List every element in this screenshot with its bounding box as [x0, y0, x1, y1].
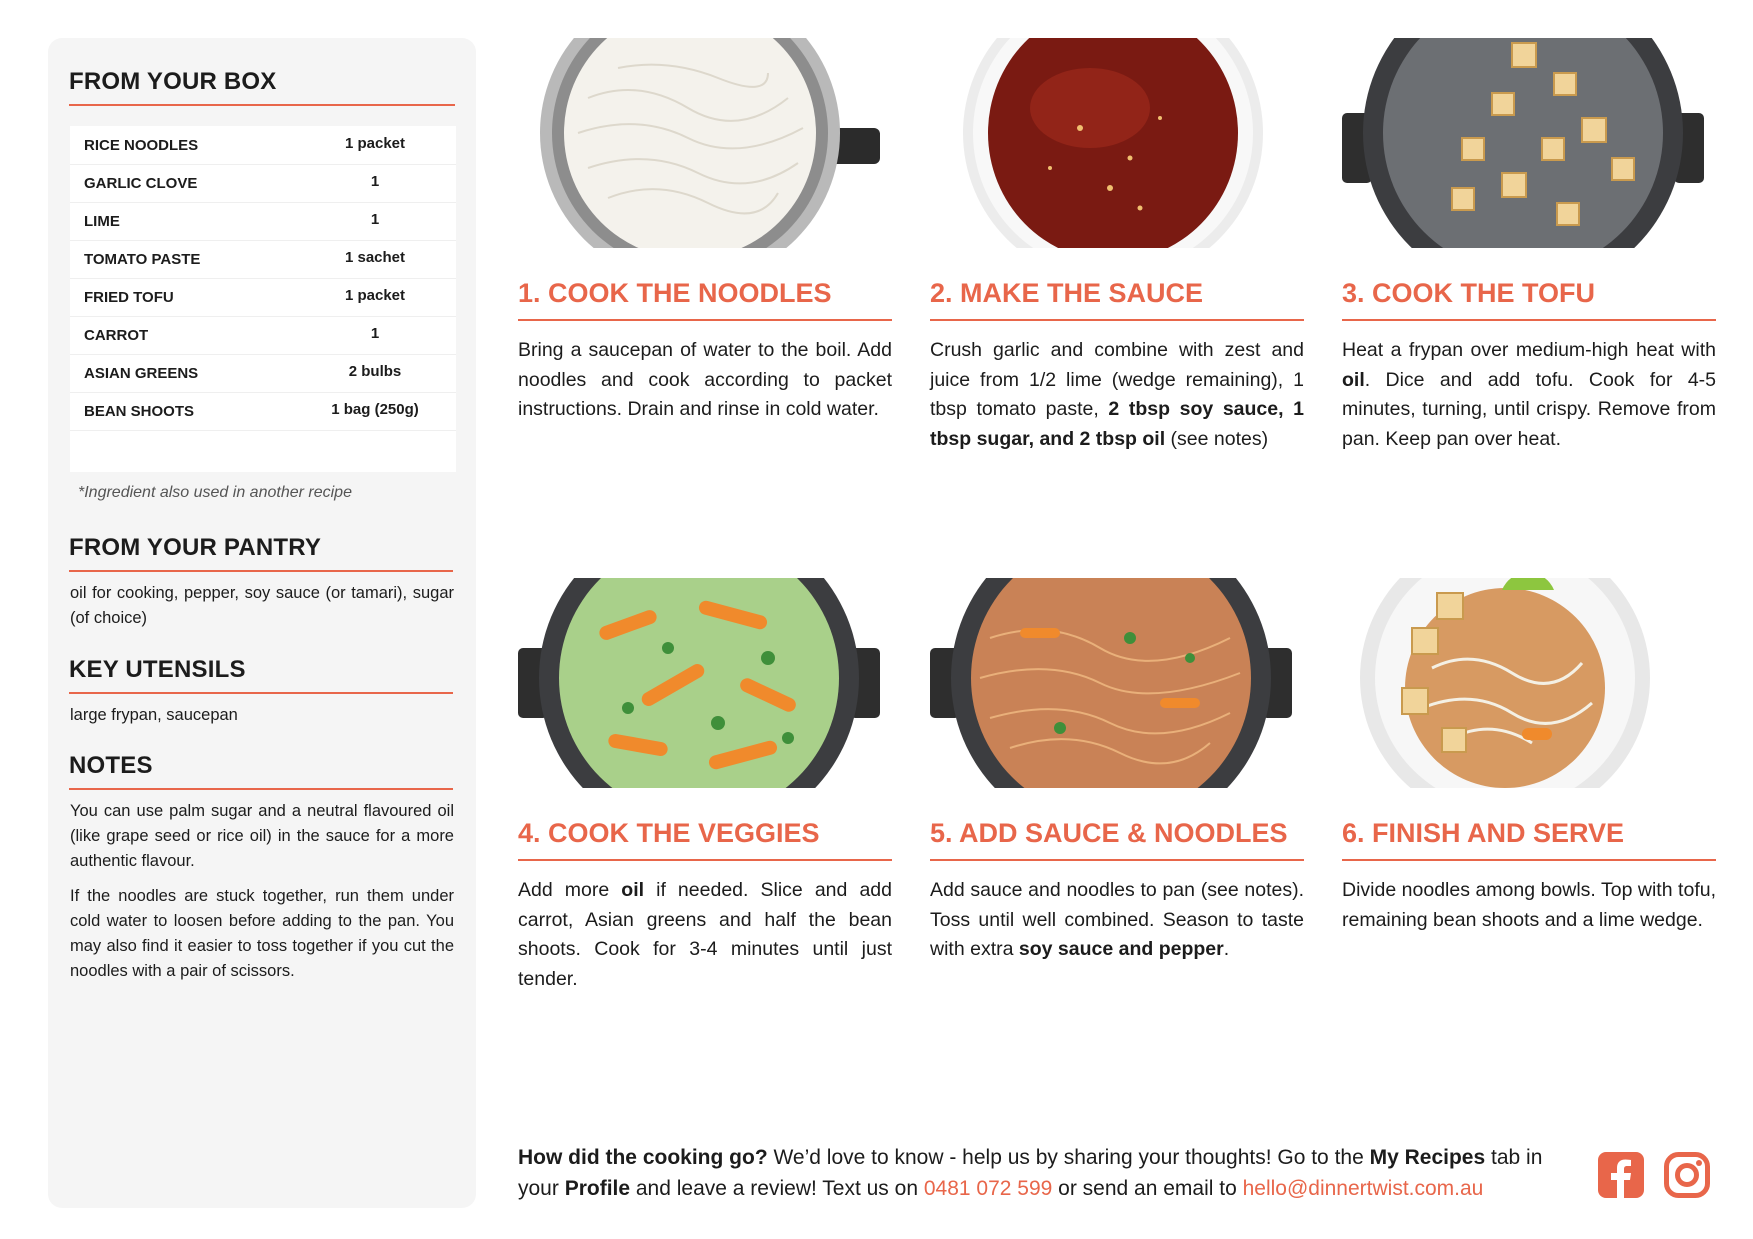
step-text-bold: oil — [621, 879, 645, 901]
step-4-image — [518, 578, 880, 788]
ingredient-note: *Ingredient also used in another recipe — [78, 484, 352, 501]
ingredient-name: GARLIC CLOVE — [84, 175, 198, 192]
step-4-text — [518, 876, 892, 994]
step-divider — [930, 859, 1304, 861]
step-text-part: . Dice and add tofu. Cook for 4-5 minutes, turning, until crispy. Remove from pan. Keep pan over heat. — [1342, 368, 1716, 450]
key-utensils-title: KEY UTENSILS — [69, 656, 246, 683]
title-divider — [69, 104, 455, 106]
step-5-image — [930, 578, 1292, 788]
footer-question: How did the cooking go? — [518, 1146, 768, 1169]
ingredient-name: ASIAN GREENS — [84, 365, 199, 382]
step-2-image — [930, 38, 1292, 248]
title-divider — [69, 788, 453, 790]
table-row — [70, 278, 456, 317]
profile-link[interactable]: Profile — [564, 1177, 631, 1200]
ingredient-name: TOMATO PASTE — [84, 251, 201, 268]
step-divider — [930, 319, 1304, 321]
step-divider — [1342, 319, 1716, 321]
ingredient-qty: 1 — [370, 325, 380, 342]
step-text-bold: soy sauce and pepper — [1018, 938, 1224, 960]
step-text-part: Bring a saucepan of water to the boil. Add noodles and cook according to packet instructions. Drain and rinse in cold water. — [518, 339, 892, 420]
footer-text: We’d love to know - help us by sharing your thoughts! Go to the — [767, 1146, 1370, 1169]
step-divider — [1342, 859, 1716, 861]
step-divider — [518, 859, 892, 861]
ingredient-qty: 1 bag (250g) — [331, 401, 419, 418]
utensils-text: large frypan, saucepan — [70, 706, 238, 724]
ingredient-qty: 1 — [370, 173, 380, 190]
step-text-part: Heat a frypan over medium-high heat with — [1342, 339, 1716, 361]
table-row — [70, 392, 456, 431]
step-6-text — [1342, 876, 1716, 935]
step-4-title: 4. COOK THE VEGGIES — [518, 818, 820, 848]
my-recipes-link[interactable]: My Recipes — [1369, 1146, 1486, 1169]
ingredient-qty: 1 packet — [344, 287, 406, 304]
ingredient-name: RICE NOODLES — [84, 137, 199, 154]
feedback-footer — [518, 1142, 1568, 1204]
step-6-title: 6. FINISH AND SERVE — [1342, 818, 1625, 848]
from-your-pantry-title: FROM YOUR PANTRY — [69, 534, 322, 561]
step-text-part: if needed. Slice and add carrot, Asian greens and half the bean shoots. Cook for 3-4 minutes until just tender. — [518, 879, 892, 990]
step-3-title: 3. COOK THE TOFU — [1342, 278, 1596, 308]
step-divider — [518, 319, 892, 321]
step-text-part: Crush garlic and combine with zest and juice from 1/2 lime (wedge remaining), 1 tbsp tomato paste, — [930, 339, 1304, 420]
footer-text: tab in your — [518, 1146, 1543, 1200]
title-divider — [69, 692, 453, 694]
email-link[interactable]: hello@dinnertwist.com.au — [1242, 1177, 1484, 1200]
pantry-text: oil for cooking, pepper, soy sauce (or tamari), sugar (of choice) — [70, 584, 454, 627]
step-text-bold: oil — [1342, 368, 1365, 391]
step-text-part: Divide noodles among bowls. Top with tofu, remaining bean shoots and a lime wedge. — [1342, 879, 1716, 931]
ingredient-qty: 1 sachet — [344, 249, 406, 266]
step-1-text — [518, 336, 892, 425]
ingredient-name: FRIED TOFU — [84, 289, 174, 306]
step-1-image — [518, 38, 880, 248]
step-text-part: Add sauce and noodles to pan (see notes). Toss until well combined. Season to taste with extra — [930, 879, 1304, 960]
step-text-part: . — [1223, 938, 1230, 960]
step-2-text — [930, 336, 1304, 454]
phone-link[interactable]: 0481 072 599 — [923, 1177, 1053, 1200]
facebook-icon[interactable] — [1598, 1152, 1644, 1198]
step-5-text — [930, 876, 1304, 965]
step-text-bold: 2 tbsp soy sauce, 1 tbsp sugar, and 2 tbsp oil — [930, 398, 1304, 450]
from-your-box-title: FROM YOUR BOX — [69, 68, 277, 95]
title-divider — [69, 570, 453, 572]
notes-paragraph-2: If the noodles are stuck together, run them under cold water to loosen before adding to the pan. You may also find it easier to toss together if you cut the noodles with a pair of scissors. — [70, 887, 454, 980]
table-row — [70, 316, 456, 355]
step-text-part: Add more — [518, 879, 622, 901]
ingredient-qty: 1 packet — [344, 135, 406, 152]
ingredients-sidebar — [48, 38, 476, 1208]
table-row — [70, 240, 456, 279]
ingredient-name: LIME — [84, 213, 120, 230]
table-row — [70, 126, 456, 165]
notes-title: NOTES — [69, 752, 153, 779]
ingredient-qty: 1 — [370, 211, 380, 228]
footer-text: and leave a review! Text us on — [630, 1177, 924, 1200]
notes-paragraph-1: You can use palm sugar and a neutral flavoured oil (like grape seed or rice oil) in the sauce for a more authentic flavour. — [70, 802, 454, 870]
step-text-part: (see notes) — [1165, 427, 1269, 450]
ingredient-name: CARROT — [84, 327, 149, 344]
step-5-title: 5. ADD SAUCE & NOODLES — [930, 818, 1288, 848]
step-1-title: 1. COOK THE NOODLES — [518, 278, 832, 308]
ingredients-table — [70, 126, 456, 472]
step-3-image — [1342, 38, 1704, 248]
instagram-icon[interactable] — [1664, 1152, 1710, 1198]
step-2-title: 2. MAKE THE SAUCE — [930, 278, 1204, 308]
table-row — [70, 164, 456, 203]
footer-text: or send an email to — [1052, 1177, 1243, 1200]
ingredient-name: BEAN SHOOTS — [84, 403, 195, 420]
table-row — [70, 202, 456, 241]
step-3-text — [1342, 336, 1716, 454]
step-6-image — [1342, 578, 1704, 788]
ingredient-qty: 2 bulbs — [348, 363, 402, 380]
table-row — [70, 354, 456, 393]
